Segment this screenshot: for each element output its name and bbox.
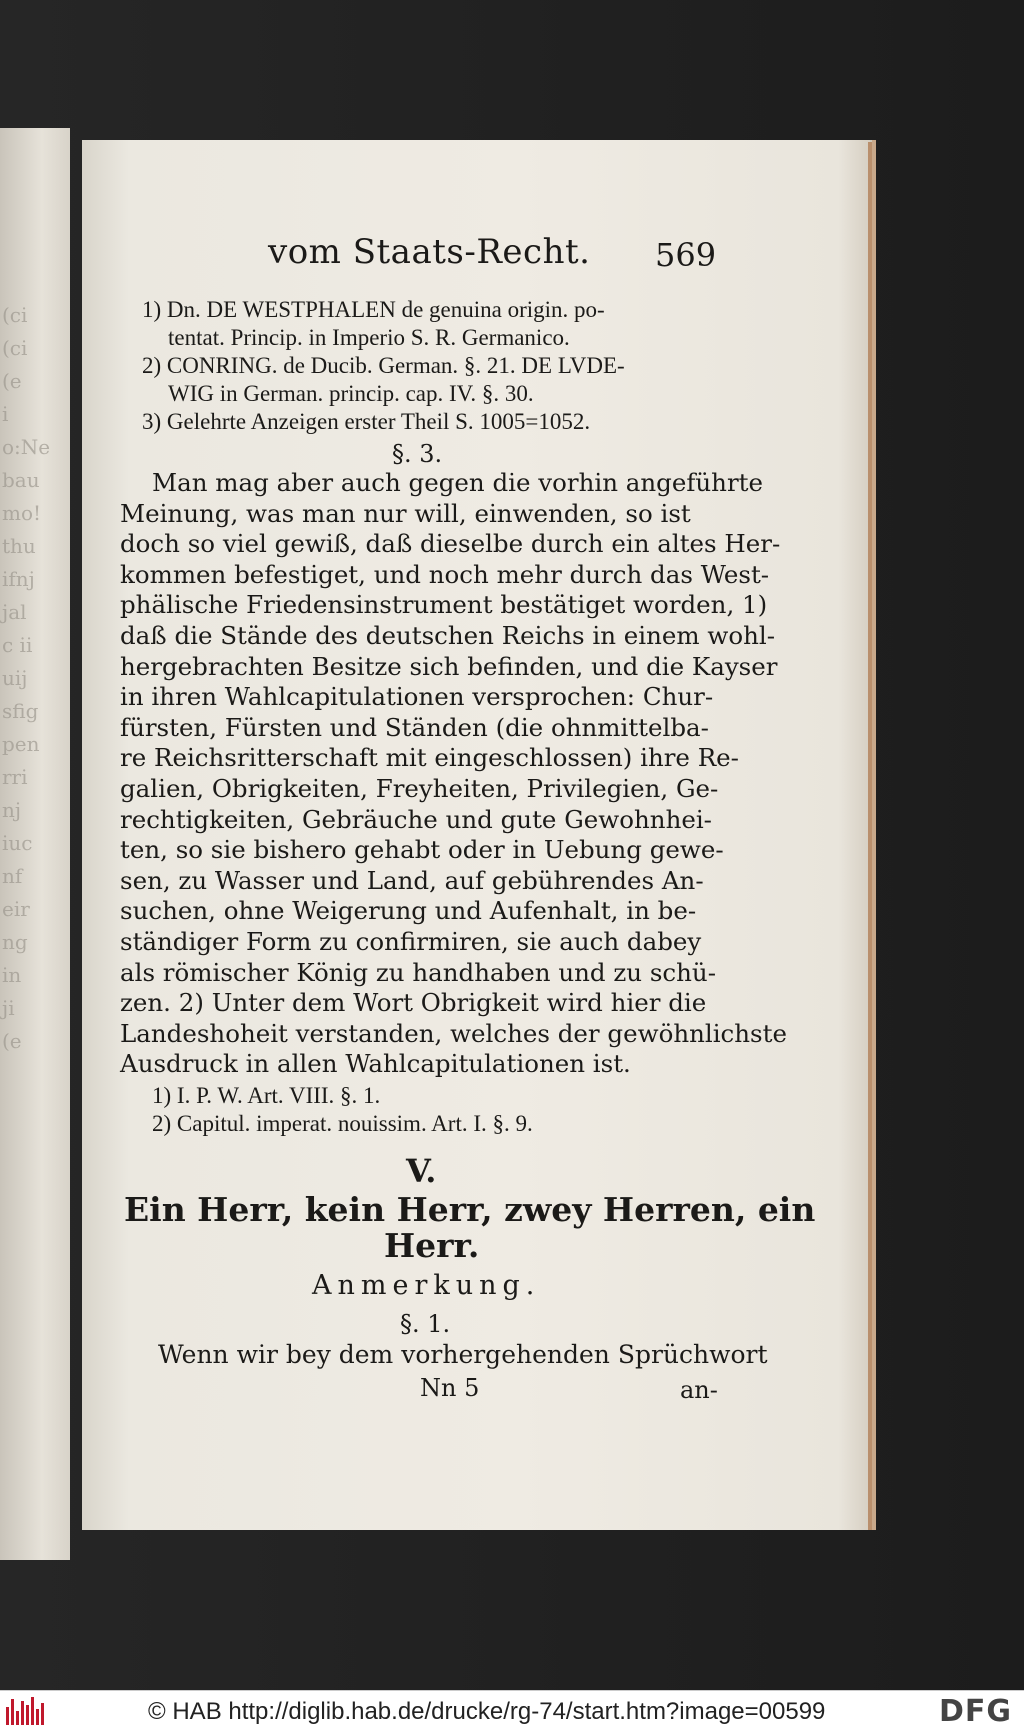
paragraph-line: doch so viel gewiß, daß dieselbe durch ein altes Her- [120,529,781,559]
footnote-line: 2) CONRING. de Ducib. German. §. 21. DE LVDE- [142,353,625,378]
footnote-line: 2) Capitul. imperat. nouissim. Art. I. §. 9. [152,1111,533,1136]
paragraph-line: ten, so sie bishero gehabt oder in Uebung gewe- [120,835,724,865]
paragraph-line: kommen befestiget, und noch mehr durch das West- [120,559,770,589]
left-page-fragment: (ci [2,303,28,327]
paragraph-line: als römischer König zu handhaben und zu schü- [120,957,716,987]
left-page-fragment: i [2,402,9,426]
left-page-fragment: uij [2,666,28,690]
left-page-fragment: nf [2,864,23,888]
paragraph-line: fürsten, Fürsten und Ständen (die ohnmittelba- [120,712,709,742]
footer-bar [0,1690,1024,1731]
footnote-line: 1) Dn. DE WESTPHALEN de genuina origin. po- [142,297,605,322]
paragraph-line: Man mag aber auch gegen die vorhin angeführte [152,468,764,497]
paragraph-line: ständiger Form zu confirmiren, sie auch dabey [120,926,702,956]
chapter-heading-line2: Herr. [384,1226,480,1265]
chapter-number: V. [406,1152,437,1190]
left-page-fragment: ji [2,996,15,1020]
left-page-fragment: iuc [2,831,33,855]
catchword: an- [680,1376,718,1404]
left-page-fragment: thu [2,534,36,558]
left-page-fragment: nj [2,798,22,822]
paragraph-line: sen, zu Wasser und Land, auf gebührendes An- [120,865,704,895]
footnote-line: 1) I. P. W. Art. VIII. §. 1. [152,1083,381,1108]
paragraph-line: hergebrachten Besitze sich befinden, und die Kayser [120,651,778,681]
left-page-fragment: jal [2,600,27,624]
signature-mark: Nn 5 [420,1374,480,1402]
left-page-fragment: ng [2,930,28,954]
dfg-logo: DFG [938,1694,1012,1729]
page-number: 569 [655,236,717,274]
left-page-fragment: ifnj [2,567,35,591]
left-page-edge [0,128,70,1560]
paragraph-line: galien, Obrigkeiten, Freyheiten, Privilegien, Ge- [120,773,719,803]
footnote-line: 3) Gelehrte Anzeigen erster Theil S. 1005=1052. [142,409,591,434]
paragraph-line: phälische Friedensinstrument bestätiget worden, 1) [120,590,768,620]
left-page-fragment: bau [2,468,40,492]
main-paragraph [120,468,787,1080]
footnotes-mid [152,1082,533,1138]
source-citation: © HAB http://diglib.hab.de/drucke/rg-74/start.htm?image=00599 [148,1698,826,1725]
left-page-fragment: (ci [2,336,28,360]
subheading: Anmerkung. [312,1270,541,1301]
running-head: vom Staats-Recht. [268,232,591,272]
paragraph-line: in ihren Wahlcapitulationen versprochen: Chur- [120,682,714,712]
section-mark-2: §. 1. [400,1310,451,1338]
paragraph-line: rechtigkeiten, Gebräuche und gute Gewohnhei- [120,804,712,834]
paragraph-first-line: Wenn wir bey dem vorhergehenden Sprüchwort [158,1340,768,1369]
left-page-fragment: (e [2,1029,22,1053]
left-page-fragment: eir [2,897,30,921]
left-page-fragment: c ii [2,633,33,657]
left-page-fragment: in [2,963,22,987]
paragraph-line: Landeshoheit verstanden, welches der gewöhnlichste [120,1018,787,1048]
paragraph-line: daß die Stände des deutschen Reichs in einem wohl- [120,620,776,650]
footnote-line: WIG in German. princip. cap. IV. §. 30. [168,381,534,406]
paragraph-line: zen. 2) Unter dem Wort Obrigkeit wird hier die [120,988,707,1018]
left-page-fragment: pen [2,732,40,756]
paragraph-line: Meinung, was man nur will, einwenden, so ist [120,498,691,528]
chapter-heading-line1: Ein Herr, kein Herr, zwey Herren, ein [124,1190,816,1229]
left-page-fragment: sfig [2,699,39,723]
paragraph-line: Ausdruck in allen Wahlcapitulationen ist. [120,1049,631,1079]
left-page-fragment: rri [2,765,28,789]
paragraph-line: re Reichsritterschaft mit eingeschlossen) ihre Re- [120,743,739,773]
left-page-fragment: (e [2,369,22,393]
footnotes-top [142,296,625,436]
paragraph-line: suchen, ohne Weigerung und Aufenhalt, in be- [120,896,697,926]
library-logo-icon [6,1697,46,1725]
footnote-line: tentat. Princip. in Imperio S. R. Germanico. [168,325,570,350]
section-mark: §. 3. [392,440,443,468]
left-page-fragment: o:Ne [2,435,51,459]
left-page-fragment: mo! [2,501,42,525]
page-edge [868,142,872,1530]
